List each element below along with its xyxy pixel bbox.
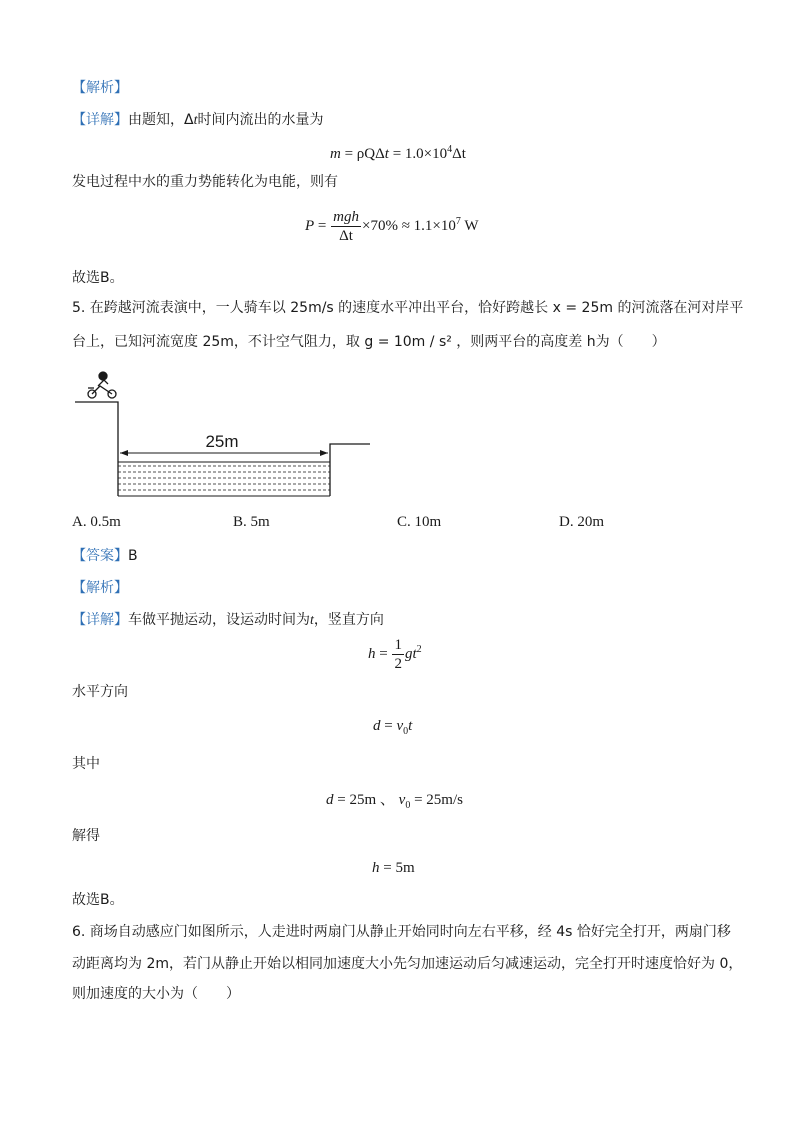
solve-label: 解得 [72, 828, 100, 844]
eq4-lhs: d [373, 718, 381, 734]
option-c: C. 10m [397, 514, 442, 530]
detail-text-a: 由题知，Δ [128, 112, 194, 128]
eq2-num: mgh [333, 209, 359, 225]
equation-values [326, 790, 463, 816]
detail-text-2a: 车做平抛运动，设运动时间为 [128, 612, 310, 628]
motorcyclist-icon [88, 372, 116, 398]
jiexi-label: 【解析】 [72, 80, 128, 96]
q5-text-line-2: 台上，已知河流宽度 25m，不计空气阻力，取 g = 10m / s² ，则两平台的高度差 h为（ ） [72, 334, 666, 350]
conclusion-2: 故选B。 [72, 892, 124, 908]
eq3-num: 1 [394, 637, 402, 653]
river-water [118, 462, 330, 496]
eq5-b: = 25m 、 [333, 792, 399, 808]
detail-label-2: 【详解】 [72, 612, 128, 628]
q6-line-3: 则加速度的大小为（ ） [72, 986, 240, 1002]
eq1-val: = 1.0×10 [388, 146, 448, 162]
eq3-rhs: gt [404, 645, 417, 662]
right-platform [330, 444, 370, 496]
equation-mass [330, 140, 466, 164]
energy-conversion-text: 发电过程中水的重力势能转化为电能，则有 [72, 174, 338, 190]
detail-var-t: t [193, 113, 198, 128]
arrow-head-left [120, 450, 128, 456]
option-b: B. 5m [233, 514, 270, 530]
river-jump-figure [70, 368, 380, 502]
equation-horizontal [373, 716, 412, 742]
eq3-exp: 2 [416, 643, 422, 655]
answer-value: B [128, 548, 138, 564]
eq6-rhs: = 5m [379, 860, 415, 876]
eq4-t: t [408, 718, 413, 734]
equation-vertical [368, 636, 422, 673]
eq3-eqs: = [375, 645, 392, 662]
detail-text-b: 时间内流出的水量为 [197, 112, 324, 128]
detail-paragraph-1 [72, 110, 323, 131]
detail-var-t-2: t [310, 613, 314, 628]
option-d: D. 20m [559, 514, 604, 530]
eq2-exp: 7 [455, 215, 461, 227]
jiexi-label-2: 【解析】 [72, 580, 128, 596]
eq4-eqs: = [380, 718, 397, 734]
q6-line-2: 动距离均为 2m，若门从静止开始以相同加速度大小先匀加速运动后匀减速运动，完全打开时速度恰好为 0， [72, 956, 743, 972]
eq1-lhs: m [330, 146, 341, 162]
answer-label: 【答案】 [72, 548, 128, 564]
equation-power [305, 208, 479, 245]
eq1-exp: 4 [447, 144, 453, 155]
arrow-head-right [320, 450, 328, 456]
eq1-mid: = ρQΔ [340, 146, 385, 162]
eq4-sub: 0 [403, 726, 409, 737]
left-platform [75, 402, 118, 496]
equation-result [372, 858, 415, 878]
eq5-c: = 25m/s [410, 792, 463, 808]
eq2-unit: W [460, 217, 479, 234]
answer-line [72, 546, 138, 566]
detail-paragraph-2 [72, 610, 384, 631]
eq5-v: v [398, 792, 406, 808]
eq5-sub: 0 [405, 800, 411, 811]
width-label: 25m [205, 432, 239, 451]
conclusion-1: 故选B。 [72, 270, 124, 286]
q6-line-1: 6. 商场自动感应门如图所示，人走进时两扇门从静止开始同时向左右平移，经 4s 恰好完全打开，两扇门移 [72, 924, 731, 940]
eq4-v: v [396, 718, 404, 734]
eq3-den: 2 [394, 656, 402, 672]
where-label: 其中 [72, 756, 100, 772]
eq3-fraction [392, 636, 404, 673]
horizontal-label: 水平方向 [72, 684, 128, 700]
eq2-fraction [331, 208, 361, 245]
option-a: A. 0.5m [72, 514, 121, 530]
eq1-t: t [384, 146, 389, 162]
detail-text-2b: ，竖直方向 [313, 612, 384, 628]
detail-label: 【详解】 [72, 112, 128, 128]
eq2-lhs: P [305, 217, 315, 234]
eq2-den: Δt [339, 228, 353, 244]
eq2-eqs: = [314, 217, 331, 234]
eq2-tail: ×70% ≈ 1.1×10 [361, 217, 456, 234]
eq6-lhs: h [372, 860, 380, 876]
eq5-a: d [326, 792, 334, 808]
eq3-lhs: h [368, 645, 376, 662]
eq1-tail: Δt [452, 146, 466, 162]
q5-text-line-1: 5. 在跨越河流表演中，一人骑车以 25m/s 的速度水平冲出平台，恰好跨越长 x = 25m 的河流落在河对岸平 [72, 300, 744, 316]
